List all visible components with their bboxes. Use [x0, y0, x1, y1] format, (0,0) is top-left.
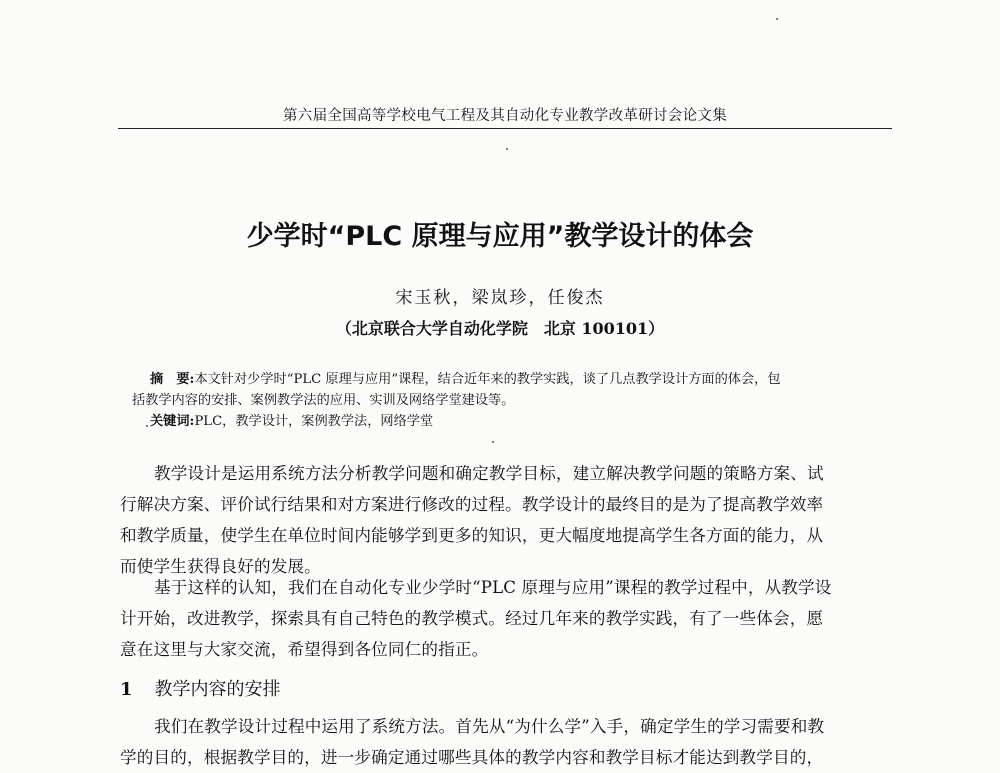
paragraph-line: 计开始，改进教学，探索具有自己特色的教学模式。经过几年来的教学实践，有了一些体会，愿	[120, 609, 824, 628]
section-number: 1	[120, 679, 133, 700]
paragraph-line: 学的目的，根据教学目的，进一步确定通过哪些具体的教学内容和教学目标才能达到教学目的，	[120, 748, 824, 767]
paragraph-3	[120, 711, 880, 773]
abstract-line-1	[132, 369, 892, 390]
paper-affiliation: （北京联合大学自动化学院 北京 100101）	[335, 319, 665, 338]
abstract-text-1: 本文针对少学时“PLC 原理与应用”课程，结合近年来的教学实践，谈了几点教学设计方面的体会，包	[194, 372, 781, 387]
paragraph-line: 和教学质量，使学生在单位时间内能够学到更多的知识，更大幅度地提高学生各方面的能力，从	[120, 526, 824, 545]
abstract-label: 摘 要:	[150, 372, 195, 387]
paragraph-1	[120, 458, 880, 582]
keywords-label: 关键词:	[150, 414, 195, 429]
paragraph-line: 意在这里与大家交流，希望得到各位同仁的指正。	[120, 640, 489, 659]
paragraph-line: 我们在教学设计过程中运用了系统方法。首先从“为什么学”入手，确定学生的学习需要和教	[154, 717, 825, 736]
paper-title: 少学时“PLC 原理与应用”教学设计的体会	[246, 221, 754, 252]
scan-speck	[146, 425, 148, 427]
paragraph-line: 教学设计是运用系统方法分析教学问题和确定教学目标，建立解决教学问题的策略方案、试	[154, 464, 824, 483]
running-header: 第六届全国高等学校电气工程及其自动化专业教学改革研讨会论文集	[283, 108, 727, 124]
paragraph-line: 行解决方案、评价试行结果和对方案进行修改的过程。教学设计的最终目的是为了提高教学效率	[120, 495, 824, 514]
keywords-line	[132, 411, 892, 432]
abstract-line-2: 括教学内容的安排、案例教学法的应用、实训及网络学堂建设等。	[132, 393, 515, 408]
section-heading-1	[120, 675, 281, 701]
scan-speck	[776, 18, 778, 20]
header-rule	[118, 128, 892, 129]
keywords-text: PLC，教学设计，案例教学法，网络学堂	[194, 414, 434, 429]
scan-speck	[492, 441, 494, 443]
paragraph-2	[120, 572, 880, 665]
paragraph-line: 而使学生获得良好的发展。	[120, 557, 321, 576]
paper-authors: 宋玉秋，梁岚珍，任俊杰	[395, 288, 605, 308]
scan-speck	[506, 148, 508, 150]
section-title: 教学内容的安排	[154, 679, 281, 700]
paragraph-line: 基于这样的认知，我们在自动化专业少学时“PLC 原理与应用”课程的教学过程中，从教学设	[154, 578, 832, 597]
abstract-block	[132, 369, 892, 432]
